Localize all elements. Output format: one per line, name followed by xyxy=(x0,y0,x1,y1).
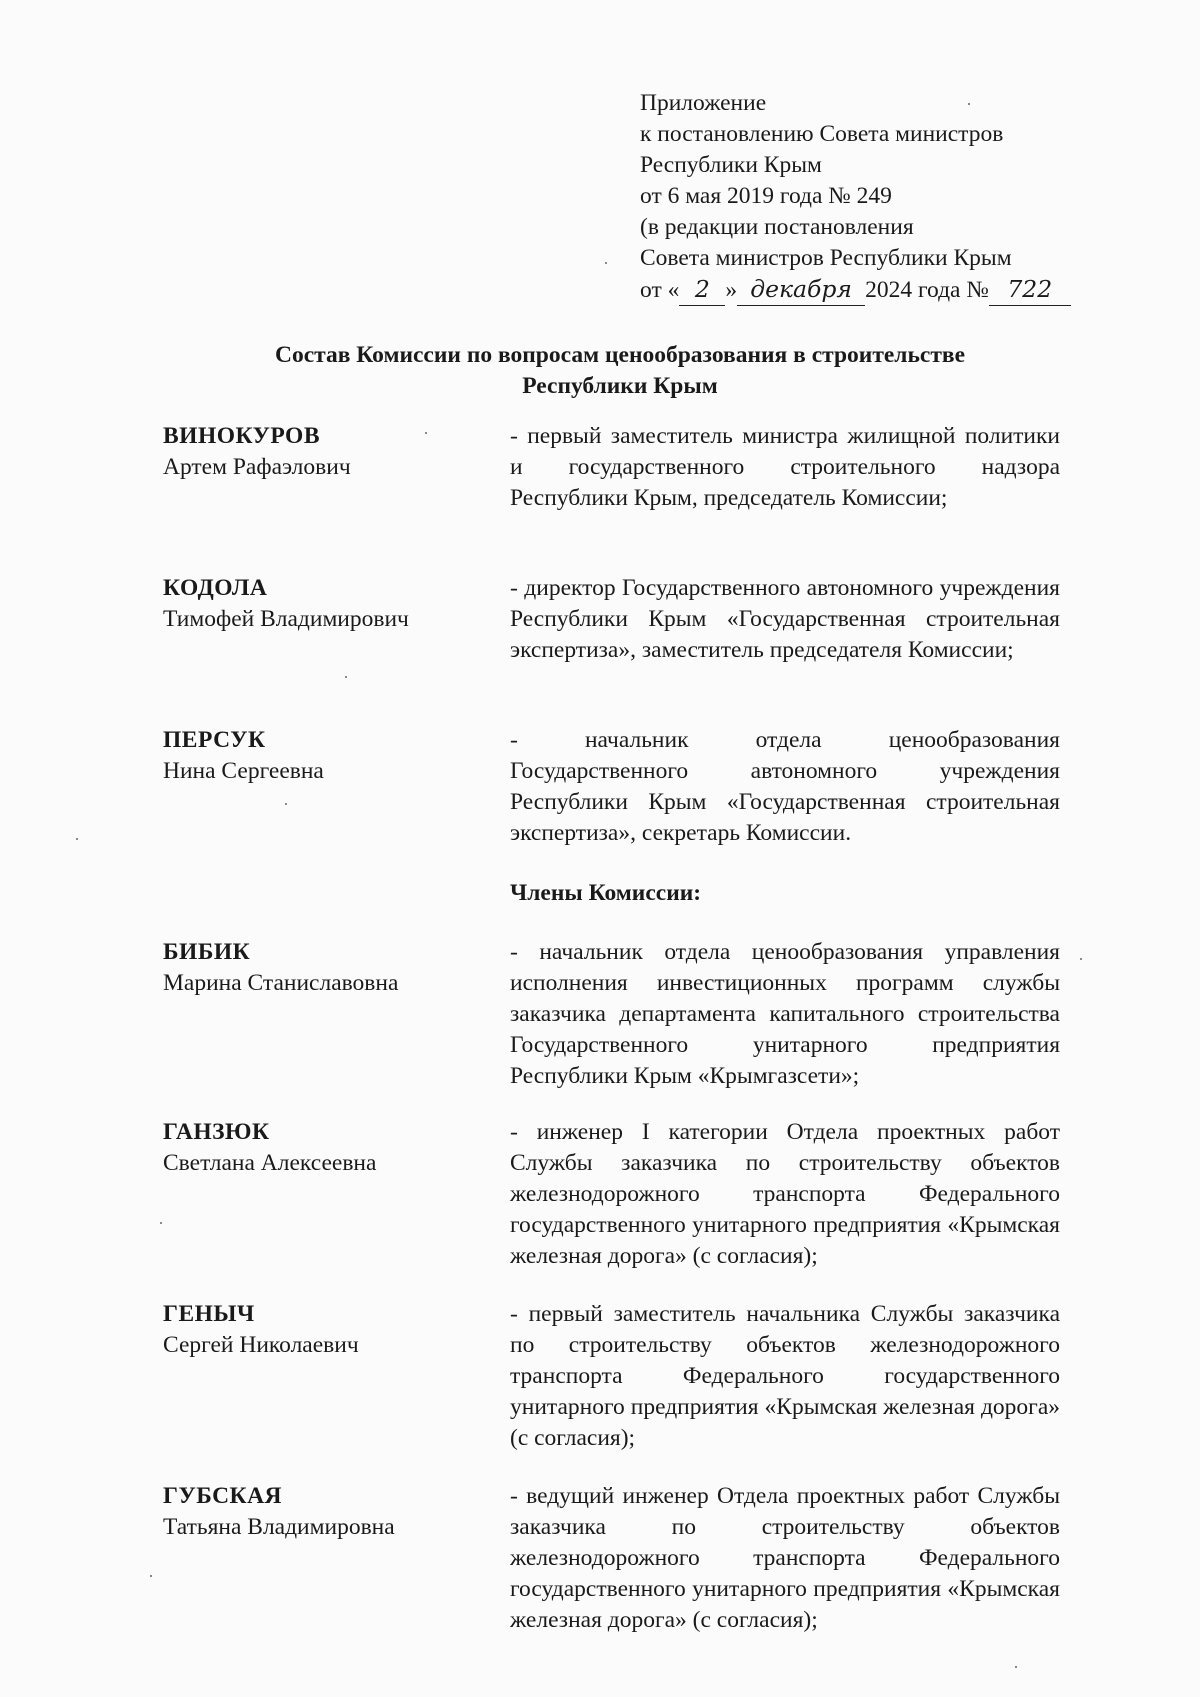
appendix-line: Республики Крым xyxy=(640,152,822,178)
scan-speck xyxy=(425,432,427,434)
person-surname: ВИНОКУРОВ xyxy=(163,423,320,449)
person-role: - директор Государственного автономного учреждения Республики Крым «Государственная строительная экспертиза», заместитель председателя Комиссии; xyxy=(510,575,1060,663)
person-role: - первый заместитель начальника Службы заказчика по строительству объектов железнодорожного транспорта Федерального государственного унитарного предприятия «Крымская железная дорога» (с согласия); xyxy=(510,1301,1060,1451)
appendix-line: от 6 мая 2019 года № 249 xyxy=(640,183,892,209)
person-surname: ГУБСКАЯ xyxy=(163,1483,283,1509)
person-surname: ГАНЗЮК xyxy=(163,1119,270,1145)
scan-speck xyxy=(160,1222,162,1224)
amendment-date-line xyxy=(640,274,1120,306)
person-surname: БИБИК xyxy=(163,939,251,965)
handwritten-month: декабря xyxy=(737,274,865,306)
person-role: - начальник отдела ценообразования Государственного автономного учреждения Республики Крым «Государственная строительная экспертиза», секретарь Комиссии. xyxy=(510,727,1060,846)
appendix-line: Приложение xyxy=(640,90,767,116)
person-surname: ПЕРСУК xyxy=(163,727,266,753)
person-role: - первый заместитель министра жилищной политики и государственного строительного надзора Республики Крым, председатель Комиссии; xyxy=(510,423,1060,511)
appendix-header xyxy=(640,88,1120,306)
title-line-1: Состав Комиссии по вопросам ценообразования в строительстве xyxy=(274,342,965,368)
handwritten-number: 722 xyxy=(989,274,1071,306)
scan-speck xyxy=(1080,958,1082,960)
date-year: 2024 года № xyxy=(865,277,989,303)
handwritten-day: 2 xyxy=(679,274,725,306)
appendix-line: к постановлению Совета министров xyxy=(640,121,1004,147)
appendix-line: Совета министров Республики Крым xyxy=(640,245,1012,271)
document-title xyxy=(160,340,1080,402)
scan-speck xyxy=(345,676,347,678)
person-given-name: Артем Рафаэлович xyxy=(163,454,351,480)
person-given-name: Сергей Николаевич xyxy=(163,1332,359,1358)
person-role: - инженер I категории Отдела проектных работ Службы заказчика по строительству объектов железнодорожного транспорта Федерального государственного унитарного предприятия «Крымская железная дорога» (с согласия); xyxy=(510,1119,1060,1269)
date-prefix: от « xyxy=(640,277,680,303)
scan-speck xyxy=(285,803,287,805)
person-role: - начальник отдела ценообразования управления исполнения инвестиционных программ службы заказчика департамента капитального строительства Государственного унитарного предприятия Республики Крым «Крымгазсети»; xyxy=(510,939,1060,1089)
scan-speck xyxy=(76,838,78,840)
person-given-name: Светлана Алексеевна xyxy=(163,1150,377,1176)
scan-speck xyxy=(1015,1666,1017,1668)
person-given-name: Нина Сергеевна xyxy=(163,758,324,784)
scan-speck xyxy=(968,103,970,105)
scan-speck xyxy=(150,1575,152,1577)
person-surname: КОДОЛА xyxy=(163,575,268,601)
person-given-name: Татьяна Владимировна xyxy=(163,1514,395,1540)
person-given-name: Марина Станиславовна xyxy=(163,970,399,996)
date-quote: » xyxy=(725,277,738,303)
person-role: - ведущий инженер Отдела проектных работ Службы заказчика по строительству объектов железнодорожного транспорта Федерального государственного унитарного предприятия «Крымская железная дорога» (с согласия); xyxy=(510,1483,1060,1633)
scan-speck xyxy=(605,262,607,264)
members-heading: Члены Комиссии: xyxy=(510,880,702,906)
person-given-name: Тимофей Владимирович xyxy=(163,606,409,632)
appendix-line: (в редакции постановления xyxy=(640,214,914,240)
title-line-2: Республики Крым xyxy=(522,373,718,399)
person-surname: ГЕНЫЧ xyxy=(163,1301,255,1327)
